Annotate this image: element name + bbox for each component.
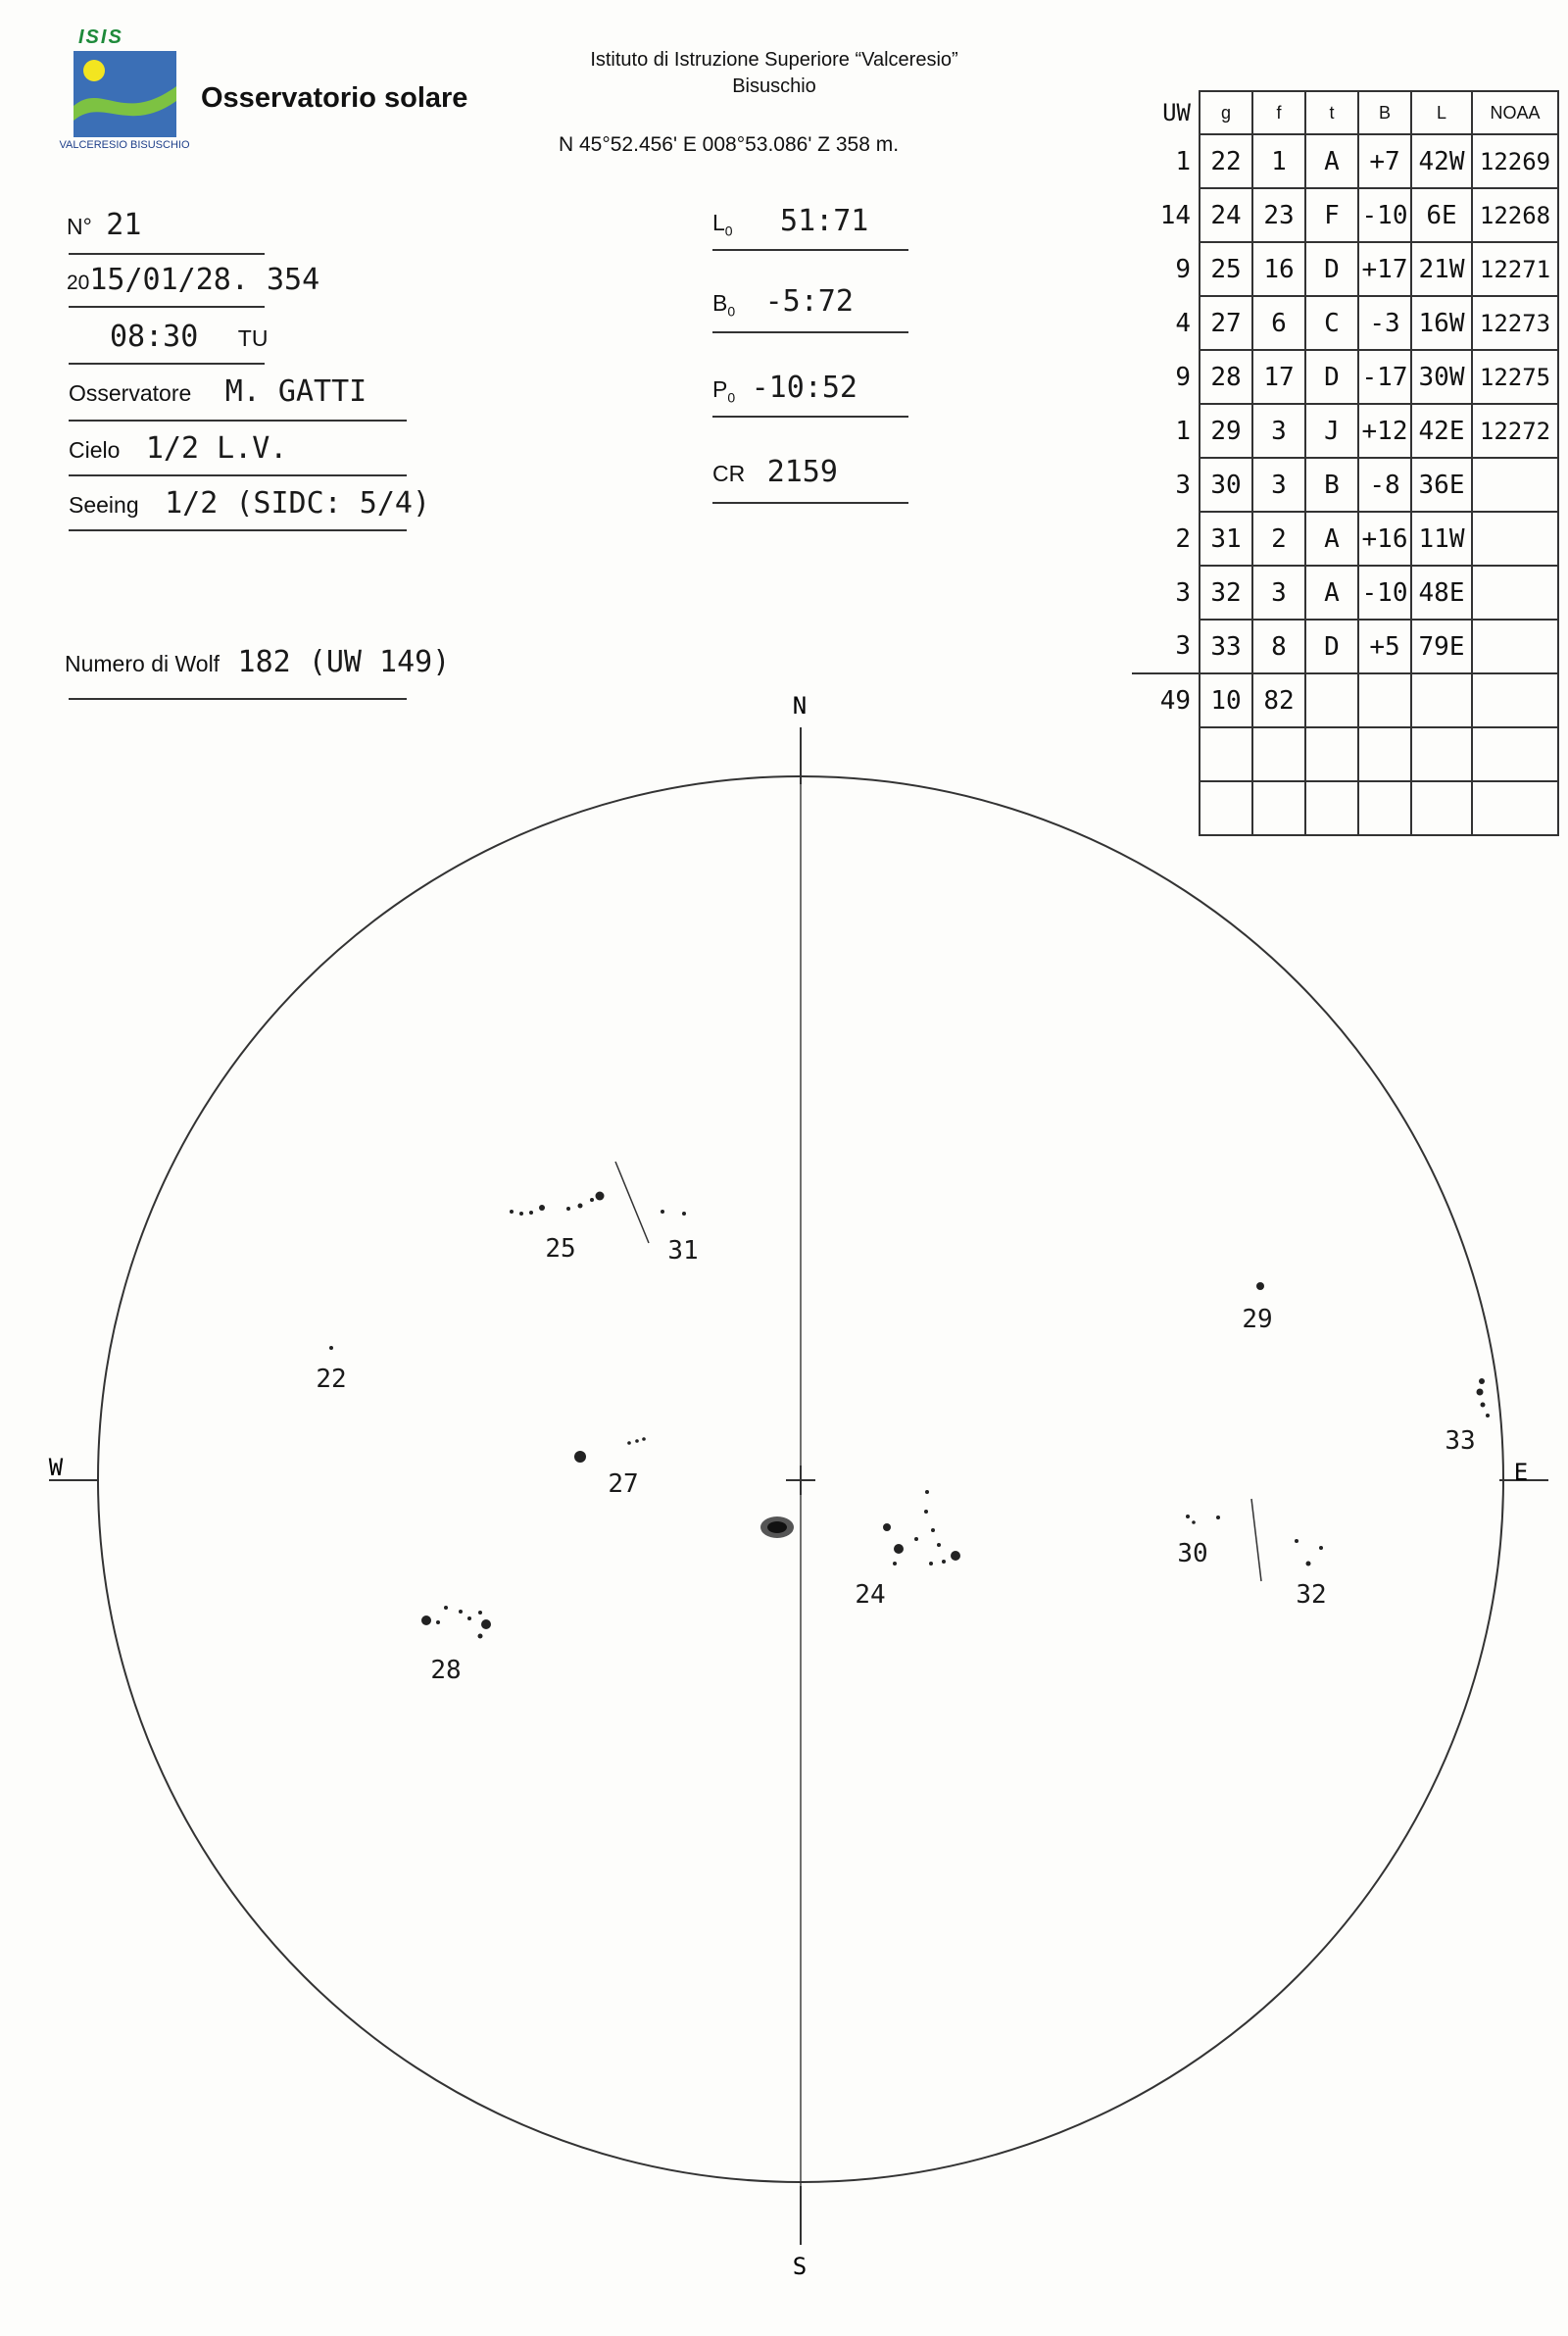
cell-f: 3 xyxy=(1252,566,1305,620)
cell-uw: 9 xyxy=(1175,254,1191,284)
cell-f: 3 xyxy=(1252,404,1305,458)
header-cell-g: g xyxy=(1200,91,1252,134)
cell-b: -10 xyxy=(1358,188,1411,242)
observation-number-field xyxy=(67,208,141,242)
north-label: N xyxy=(792,692,808,720)
institute-line-2: Bisuschio xyxy=(732,75,816,97)
l0-label: $L_0$ xyxy=(712,210,733,239)
p0-label: $P_0$ xyxy=(712,376,736,406)
institute-line-1: Istituto di Istruzione Superiore “Valceresio” xyxy=(590,49,958,71)
logo-subtitle: VALCERESIO BISUSCHIO xyxy=(59,139,190,151)
site-coordinates: N 45°52.456' E 008°53.086' Z 358 m. xyxy=(559,133,900,156)
observation-time: 08:30 xyxy=(110,320,199,354)
cell-noaa xyxy=(1472,566,1558,620)
cell-noaa xyxy=(1472,620,1558,673)
cell-f: 6 xyxy=(1252,296,1305,350)
cell-f: 23 xyxy=(1252,188,1305,242)
sunspot-group-31 xyxy=(661,1210,686,1216)
cell-g: 25 xyxy=(1200,242,1252,296)
seeing-label: Seeing xyxy=(69,492,139,518)
cell-g: 28 xyxy=(1200,350,1252,404)
cell-uw: 14 xyxy=(1159,200,1191,230)
sunspot-groups xyxy=(329,1192,1490,1639)
separator-25-31 xyxy=(615,1162,649,1243)
header-cell-uw: UW xyxy=(1162,99,1191,126)
group-label-27: 27 xyxy=(608,1469,639,1499)
cell-g: 27 xyxy=(1200,296,1252,350)
separator-30-32 xyxy=(1251,1499,1261,1581)
cell-l: 42W xyxy=(1411,134,1472,188)
observer-label: Osservatore xyxy=(69,380,192,406)
cell-l: 21W xyxy=(1411,242,1472,296)
group-number-labels xyxy=(316,1234,1475,1685)
cell-t: D xyxy=(1305,242,1358,296)
carrington-label: CR xyxy=(712,461,746,486)
header-cell-f: f xyxy=(1252,91,1305,134)
sky-label: Cielo xyxy=(69,437,121,463)
group-label-29: 29 xyxy=(1242,1305,1273,1334)
table-row xyxy=(1132,242,1558,296)
cell-t: D xyxy=(1305,350,1358,404)
cell-noaa xyxy=(1472,512,1558,566)
cell-f: 16 xyxy=(1252,242,1305,296)
cell-t: B xyxy=(1305,458,1358,512)
header-cell-l: L xyxy=(1411,91,1472,134)
sunspot-group-33 xyxy=(1477,1378,1491,1417)
sunspot-group-29 xyxy=(1256,1282,1264,1290)
logo-text: ISIS xyxy=(78,26,123,48)
b0-field xyxy=(712,284,854,320)
b0-value: -5:72 xyxy=(764,284,854,319)
cell-b: +5 xyxy=(1358,620,1411,673)
cell-t: A xyxy=(1305,566,1358,620)
table-row xyxy=(1132,458,1558,512)
cell-l: 36E xyxy=(1411,458,1472,512)
sunspot-group-30 xyxy=(1186,1515,1220,1524)
cell-t: A xyxy=(1305,512,1358,566)
cell-l: 48E xyxy=(1411,566,1472,620)
cell-t: C xyxy=(1305,296,1358,350)
cell-g: 22 xyxy=(1200,134,1252,188)
sunspot-group-24 xyxy=(760,1490,960,1566)
cell-uw: 1 xyxy=(1175,416,1191,446)
table-row xyxy=(1132,512,1558,566)
cell-t: D xyxy=(1305,620,1358,673)
cell-l: 79E xyxy=(1411,620,1472,673)
group-label-31: 31 xyxy=(667,1236,699,1266)
cell-l: 16W xyxy=(1411,296,1472,350)
solar-disk-drawing xyxy=(0,686,1568,2336)
seeing-field xyxy=(69,486,430,521)
cell-b: +7 xyxy=(1358,134,1411,188)
table-row xyxy=(1132,566,1558,620)
cell-noaa: 12272 xyxy=(1472,404,1558,458)
table-header-row xyxy=(1132,91,1558,134)
isis-logo xyxy=(59,26,190,165)
cell-g: 24 xyxy=(1200,188,1252,242)
cell-uw: 3 xyxy=(1175,470,1191,500)
group-label-28: 28 xyxy=(430,1656,462,1685)
cell-uw: 49 xyxy=(1132,673,1200,727)
sunspot-group-28 xyxy=(421,1606,491,1639)
date-prefix: 20 xyxy=(67,272,90,294)
cell-b: +17 xyxy=(1358,242,1411,296)
cell-f: 82 xyxy=(1252,673,1305,727)
sunspot-group-25 xyxy=(510,1192,605,1217)
disk-axes xyxy=(49,727,1548,2245)
cell-b: +16 xyxy=(1358,512,1411,566)
cell-uw: 3 xyxy=(1175,631,1191,661)
cell-t: A xyxy=(1305,134,1358,188)
observation-time-field xyxy=(110,320,268,354)
p0-field xyxy=(712,371,858,406)
header-cell-b: B xyxy=(1358,91,1411,134)
table-row xyxy=(1132,620,1558,673)
cell-uw: 1 xyxy=(1175,146,1191,176)
cell-t: J xyxy=(1305,404,1358,458)
wolf-number-value: 182 (UW 149) xyxy=(237,645,451,679)
header-cell-noaa: NOAA xyxy=(1472,91,1558,134)
cell-uw: 3 xyxy=(1175,577,1191,608)
header-cell-t: t xyxy=(1305,91,1358,134)
cell-g: 32 xyxy=(1200,566,1252,620)
group-label-25: 25 xyxy=(545,1234,576,1264)
cell-noaa: 12275 xyxy=(1472,350,1558,404)
east-label: E xyxy=(1513,1459,1529,1486)
observatory-title: Osservatorio solare xyxy=(201,82,468,114)
observation-number: 21 xyxy=(106,208,142,242)
l0-field xyxy=(712,204,868,239)
cell-b: -17 xyxy=(1358,350,1411,404)
b0-label: $B_0$ xyxy=(712,290,736,320)
cell-f: 3 xyxy=(1252,458,1305,512)
cell-noaa: 12269 xyxy=(1472,134,1558,188)
cell-f: 2 xyxy=(1252,512,1305,566)
observer-field xyxy=(69,374,367,409)
cell-uw: 2 xyxy=(1175,523,1191,554)
observation-date-field xyxy=(67,263,319,297)
p0-value: -10:52 xyxy=(751,371,858,405)
west-label: W xyxy=(48,1454,64,1481)
group-label-22: 22 xyxy=(316,1365,347,1394)
observation-date: 15/01/28. 354 xyxy=(89,263,320,297)
cell-noaa: 12271 xyxy=(1472,242,1558,296)
cell-b: -8 xyxy=(1358,458,1411,512)
cell-l: 42E xyxy=(1411,404,1472,458)
cell-uw: 9 xyxy=(1175,362,1191,392)
cell-noaa: 12273 xyxy=(1472,296,1558,350)
carrington-field xyxy=(712,455,838,489)
cell-g: 30 xyxy=(1200,458,1252,512)
sunspot-group-27 xyxy=(574,1437,646,1463)
table-row xyxy=(1132,134,1558,188)
seeing-value: 1/2 (SIDC: 5/4) xyxy=(165,486,431,521)
group-label-24: 24 xyxy=(855,1580,886,1610)
cell-l: 30W xyxy=(1411,350,1472,404)
institute-name xyxy=(519,47,1029,100)
l0-value: 51:71 xyxy=(780,204,869,238)
observation-number-label: N° xyxy=(67,214,92,239)
cell-l: 6E xyxy=(1411,188,1472,242)
sky-value: 1/2 L.V. xyxy=(145,431,288,466)
cell-f: 8 xyxy=(1252,620,1305,673)
cell-f: 17 xyxy=(1252,350,1305,404)
cell-b: +12 xyxy=(1358,404,1411,458)
cell-g: 31 xyxy=(1200,512,1252,566)
south-label: S xyxy=(792,2253,808,2280)
cell-t: F xyxy=(1305,188,1358,242)
table-row xyxy=(1132,404,1558,458)
cell-g: 29 xyxy=(1200,404,1252,458)
cell-g: 33 xyxy=(1200,620,1252,673)
wolf-number-label: Numero di Wolf xyxy=(65,651,220,676)
cell-g: 10 xyxy=(1200,673,1252,727)
cell-noaa xyxy=(1472,458,1558,512)
cell-b: -3 xyxy=(1358,296,1411,350)
cell-b: -10 xyxy=(1358,566,1411,620)
group-label-33: 33 xyxy=(1445,1426,1476,1456)
wolf-number-field xyxy=(65,645,450,679)
table-row xyxy=(1132,188,1558,242)
cell-uw: 4 xyxy=(1175,308,1191,338)
observer-name: M. GATTI xyxy=(224,374,368,409)
cell-l: 11W xyxy=(1411,512,1472,566)
cell-noaa: 12268 xyxy=(1472,188,1558,242)
sunspot-group-22 xyxy=(329,1346,333,1350)
table-row xyxy=(1132,296,1558,350)
table-row xyxy=(1132,350,1558,404)
group-label-32: 32 xyxy=(1296,1580,1327,1610)
carrington-value: 2159 xyxy=(766,455,838,489)
time-unit: TU xyxy=(237,325,269,351)
sky-field xyxy=(69,431,287,466)
sunspot-group-32 xyxy=(1295,1539,1323,1566)
group-label-30: 30 xyxy=(1177,1539,1208,1568)
cell-f: 1 xyxy=(1252,134,1305,188)
